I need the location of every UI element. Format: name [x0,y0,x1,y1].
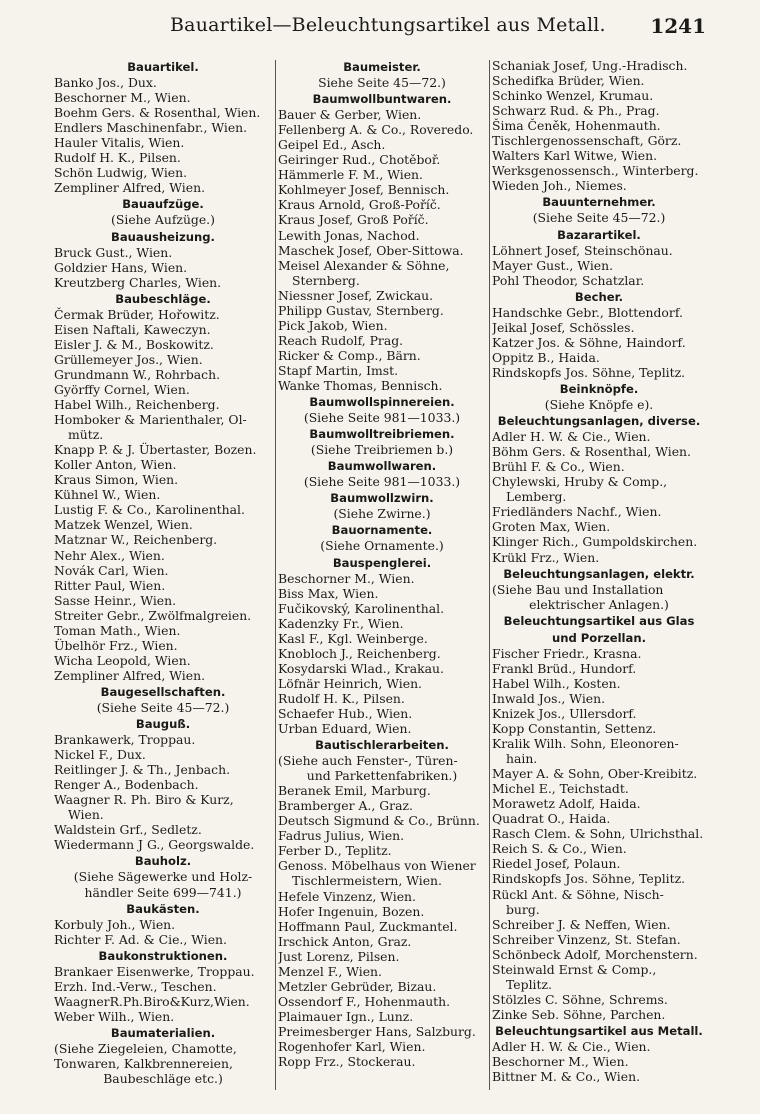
directory-entry: Čermak Brüder, Hořowitz. [54,306,220,322]
directory-entry: Schreiber J. & Neffen, Wien. [492,916,671,932]
directory-entry: Schönbeck Adolf, Morchenstern. [492,946,698,962]
directory-entry: Wiedermann J G., Georgswalde. [54,837,255,853]
directory-entry: Urban Eduard, Wien. [278,721,412,737]
directory-entry: Fischer Friedr., Krasna. [492,645,642,661]
directory-entry: Morawetz Adolf, Haida. [492,796,641,812]
category-heading: Beleuchtungsartikel aus Metall. [495,1023,703,1038]
directory-entry: Rudolf H. K., Pilsen. [54,150,181,166]
directory-entry: Preimesberger Hans, Salzburg. [278,1023,476,1039]
cross-reference: (Siehe Knöpfe e). [544,397,654,413]
directory-entry: Inwald Jos., Wien. [492,690,606,706]
directory-entry: Brankawerk, Troppau. [54,732,196,748]
category-heading: Beleuchtungsartikel aus Glas [503,613,695,628]
directory-entry: Endlers Maschinenfabr., Wien. [54,120,248,136]
directory-entry: Kohlmeyer Josef, Bennisch. [278,182,450,198]
directory-entry: Kasl F., Kgl. Weinberge. [278,630,428,646]
directory-entry: Bauer & Gerber, Wien. [278,107,422,123]
directory-entry: Katzer Jos. & Söhne, Haindorf. [492,334,686,350]
directory-entry: Metzler Gebrüder, Bizau. [278,978,437,994]
category-heading: Bauausheizung. [111,229,215,244]
entry-continuation: mütz. [68,427,104,443]
cross-reference: (Siehe Seite 45—72.) [532,210,666,226]
directory-entry: Ritter Paul, Wien. [54,577,166,593]
directory-entry: Irschick Anton, Graz. [278,933,412,949]
directory-entry: Just Lorenz, Pilsen. [278,948,400,964]
cross-reference: (Siehe Seite 981—1033.) [303,474,461,490]
directory-entry: Reitlinger J. & Th., Jenbach. [54,762,231,778]
directory-entry: Kosydarski Wlad., Krakau. [278,660,444,676]
entry-continuation: Sternberg. [292,272,360,288]
cross-reference: Baubeschläge etc.) [103,1071,223,1087]
category-heading: Baukonstruktionen. [98,948,228,963]
cross-reference: (Siehe Treibriemen b.) [310,442,454,458]
directory-entry: Böhm Gers. & Rosenthal, Wien. [492,444,691,460]
directory-entry: Schinko Wenzel, Krumau. [492,88,654,104]
cross-reference: (Siehe Seite 45—72.) [96,699,230,715]
directory-entry: Zempliner Alfred, Wien. [54,667,206,683]
directory-entry: (Siehe Ziegeleien, Chamotte, [54,1041,237,1056]
column-2 [278,58,486,1069]
directory-entry: Brankaer Eisenwerke, Troppau. [54,963,255,979]
directory-entry: (Siehe auch Fenster-, Türen- [278,753,458,769]
directory-entry: Stapf Martin, Imst. [278,362,399,378]
directory-entry: Sasse Heinr., Wien. [54,592,177,608]
directory-entry: Fellenberg A. & Co., Roveredo. [278,122,474,138]
category-heading: Baumwollwaren. [327,459,437,474]
directory-entry: Philipp Gustav, Sternberg. [278,302,444,318]
entry-continuation: hain. [506,751,538,767]
directory-entry: Matzek Wenzel, Wien. [54,517,193,533]
directory-entry: Novák Carl, Wien. [54,562,169,578]
directory-entry: Maschek Josef, Ober-Sittowa. [278,242,464,258]
column-1 [54,58,272,1086]
directory-entry: Kraus Josef, Groß Poříč. [278,212,429,228]
directory-entry: Richter F. Ad. & Cie., Wien. [54,931,227,947]
directory-entry: Nehr Alex., Wien. [54,547,165,563]
directory-entry: Erzh. Ind.-Verw., Teschen. [54,978,217,994]
directory-entry: Ossendorf F., Hohenmauth. [278,993,451,1009]
directory-entry: Zempliner Alfred, Wien. [54,180,206,196]
directory-entry: Šima Čeněk, Hohenmauth. [492,118,661,134]
directory-entry: Bittner M. & Co., Wien. [492,1069,641,1085]
category-heading: Bauartikel. [127,60,199,74]
directory-entry: Werksgenossensch., Winterberg. [492,163,699,179]
directory-entry: Brühl F. & Co., Wien. [492,459,625,475]
directory-entry: Pick Jakob, Wien. [278,317,388,333]
entry-continuation: Wien. [68,807,104,823]
entry-continuation: burg. [506,901,540,917]
directory-entry: Groten Max, Wien. [492,519,611,535]
directory-entry: Korbuly Joh., Wien. [54,916,176,932]
page-title: Bauartikel—Beleuchtungsartikel aus Metall. [170,14,606,36]
directory-entry: Handschke Gebr., Blottendorf. [492,304,683,320]
category-heading: Beleuchtungsanlagen, elektr. [503,566,695,581]
cross-reference: (Siehe Aufzüge.) [111,212,215,228]
directory-entry: Schreiber Vinzenz, St. Stefan. [492,931,681,947]
directory-entry: Beschorner M., Wien. [54,90,191,106]
directory-entry: Meisel Alexander & Söhne, [278,257,450,273]
cross-reference: (Siehe Ornamente.) [320,538,444,554]
directory-entry: Friedländers Nachf., Wien. [492,504,662,520]
directory-entry: Biss Max, Wien. [278,585,379,601]
directory-entry: (Siehe Bau und Installation [492,581,664,597]
directory-entry: Frankl Brüd., Hundorf. [492,660,637,676]
directory-entry: Löhnert Josef, Steinschönau. [492,242,673,258]
category-heading: Baumwollspinnereien. [309,395,455,410]
directory-entry: Rückl Ant. & Söhne, Nisch- [492,886,664,902]
directory-entry: Reach Rudolf, Prag. [278,332,404,348]
cross-reference: und Parkettenfabriken.) [306,768,458,784]
directory-entry: Wicha Leopold, Wien. [54,652,191,668]
directory-entry: Rogenhofer Karl, Wien. [278,1039,426,1054]
category-heading: Baubeschläge. [115,291,211,306]
directory-entry: Adler H. W. & Cie., Wien. [492,1039,651,1054]
column-rule [275,60,276,1090]
directory-entry: Wieden Joh., Niemes. [492,178,627,194]
directory-entry: Michel E., Teichstadt. [492,781,629,797]
page-number: 1241 [650,14,706,38]
running-header [0,14,760,42]
directory-entry: Beschorner M., Wien. [278,570,415,586]
directory-entry: Geipel Ed., Asch. [278,137,386,153]
directory-entry: Toman Math., Wien. [54,622,181,638]
directory-entry: Schaniak Josef, Ung.-Hradisch. [492,58,688,73]
category-heading: und Porzellan. [551,630,647,645]
directory-entry: Geiringer Rud., Chotěboř. [278,152,441,168]
category-heading: Baumaterialien. [110,1025,216,1040]
directory-entry: Grundmann W., Rohrbach. [54,366,221,382]
cross-reference: händler Seite 699—741.) [84,884,242,900]
cross-reference: Siehe Seite 45—72.) [318,75,446,91]
directory-entry: Kreutzberg Charles, Wien. [54,274,222,290]
directory-entry: Rasch Clem. & Sohn, Ulrichsthal. [492,826,704,842]
directory-entry: Kraus Simon, Wien. [54,472,179,488]
directory-entry: Kraus Arnold, Groß-Poříč. [278,197,441,213]
directory-entry: Eisen Naftali, Kaweczyn. [54,321,211,337]
directory-entry: Übelhör Frz., Wien. [54,637,178,653]
directory-entry: Nickel F., Dux. [54,747,146,763]
directory-entry: Quadrat O., Haida. [492,811,611,827]
directory-entry: Niessner Josef, Zwickau. [278,287,434,303]
category-heading: Bauguß. [135,717,191,732]
directory-entry: Beschorner M., Wien. [492,1054,629,1070]
directory-entry: Tischlergenossenschaft, Görz. [492,133,682,149]
directory-entry: Schaefer Hub., Wien. [278,705,413,721]
category-heading: Bauholz. [134,854,192,869]
directory-entry: Wanke Thomas, Bennisch. [278,377,443,393]
directory-entry: Zinke Seb. Söhne, Parchen. [492,1006,666,1022]
directory-entry: Knapp P. & J. Übertaster, Bozen. [54,442,257,458]
directory-entry: Schedifka Brüder, Wien. [492,73,645,89]
directory-entry: Ferber D., Teplitz. [278,843,392,859]
directory-entry: Grüllemeyer Jos., Wien. [54,351,203,367]
directory-entry: Jeikal Josef, Schössles. [492,319,635,335]
directory-entry: Eisler J. & M., Boskowitz. [54,336,214,352]
directory-entry: Fadrus Julius, Wien. [278,828,405,844]
category-heading: Beinknöpfe. [559,381,639,396]
cross-reference: (Siehe Zwirne.) [333,506,431,522]
directory-entry: Kadenzky Fr., Wien. [278,615,404,631]
directory-entry: Weber Wilh., Wien. [54,1008,175,1024]
directory-entry: Rindskopfs Jos. Söhne, Teplitz. [492,364,686,380]
column-rule [489,60,490,1090]
directory-entry: Fučikovský, Karolinenthal. [278,600,445,616]
directory-entry: Rudolf H. K., Pilsen. [278,690,405,706]
directory-entry: Genoss. Möbelhaus von Wiener [278,858,476,874]
category-heading: Baukästen. [126,901,200,916]
category-heading: Bauaufzüge. [122,197,204,212]
directory-entry: Hoffmann Paul, Zuckmantel. [278,918,458,934]
directory-entry: Ricker & Comp., Bärn. [278,347,421,363]
directory-entry: Stölzles C. Söhne, Schrems. [492,991,668,1007]
category-heading: Baumwollzwirn. [330,491,434,506]
directory-entry: Mayer Gust., Wien. [492,257,614,273]
directory-entry: Bramberger A., Graz. [278,798,413,814]
directory-entry: Deutsch Sigmund & Co., Brünn. [278,813,480,829]
category-heading: Beleuchtungsanlagen, diverse. [497,414,701,429]
directory-entry: Krükl Frz., Wien. [492,549,600,565]
column-3 [492,58,706,1084]
entry-continuation: Tischlermeistern, Wien. [292,873,442,889]
directory-entry: Walters Karl Witwe, Wien. [492,148,658,164]
directory-entry: Knobloch J., Reichenberg. [278,645,441,661]
directory-entry: Streiter Gebr., Zwölfmalgreien. [54,607,252,623]
category-heading: Baumwolltreibriemen. [309,427,455,442]
directory-entry: Waldstein Grf., Sedletz. [54,822,202,838]
category-heading: Baumwollbuntwaren. [312,92,452,107]
directory-entry: Kralik Wilh. Sohn, Eleonoren- [492,736,679,752]
directory-entry: Habel Wilh., Reichenberg. [54,397,220,413]
entry-continuation: Teplitz. [506,976,552,992]
directory-entry: Hefele Vinzenz, Wien. [278,888,416,904]
directory-entry: Beranek Emil, Marburg. [278,783,431,799]
directory-entry: Ropp Frz., Stockerau. [278,1054,416,1070]
category-heading: Bauornamente. [331,523,433,538]
directory-entry: Banko Jos., Dux. [54,75,157,91]
cross-reference: (Siehe Seite 981—1033.) [303,410,461,426]
directory-entry: Kopp Constantin, Settenz. [492,721,657,737]
directory-entry: Hofer Ingenuin, Bozen. [278,903,425,919]
directory-entry: Oppitz B., Haida. [492,349,600,365]
category-heading: Bazarartikel. [557,227,641,242]
directory-entry: Bruck Gust., Wien. [54,244,173,260]
directory-entry: Renger A., Bodenbach. [54,777,199,793]
directory-entry: Mayer A. & Sohn, Ober-Kreibitz. [492,766,698,782]
directory-entry: Menzel F., Wien. [278,963,382,979]
directory-entry: Plaimauer Ign., Lunz. [278,1008,414,1024]
category-heading: Baugesellschaften. [100,684,226,699]
directory-entry: Matznar W., Reichenberg. [54,532,218,548]
directory-entry: Györffy Cornel, Wien. [54,381,190,397]
directory-entry: Lustig F. & Co., Karolinenthal. [54,502,245,518]
category-heading: Bautischlerarbeiten. [315,738,449,753]
directory-entry: Kühnel W., Wien. [54,487,161,503]
category-heading: Baumeister. [343,60,421,74]
directory-entry: Hauler Vitalis, Wien. [54,135,185,151]
directory-entry: Lewith Jonas, Nachod. [278,227,420,243]
directory-entry: Homboker & Marienthaler, Ol- [54,412,247,428]
category-heading: Bauunternehmer. [542,195,656,210]
directory-entry: Schön Ludwig, Wien. [54,165,188,181]
directory-entry: Riedel Josef, Polaun. [492,856,621,872]
directory-entry: Goldzier Hans, Wien. [54,259,188,275]
cross-reference: elektrischer Anlagen.) [529,596,669,612]
category-heading: Becher. [574,289,624,304]
directory-entry: Reich S. & Co., Wien. [492,841,627,857]
directory-entry: Schwarz Rud. & Ph., Prag. [492,103,660,119]
directory-entry: Pohl Theodor, Schatzlar. [492,272,645,288]
entry-continuation: Lemberg. [506,489,567,505]
cross-reference: (Siehe Sägewerke und Holz- [73,869,253,885]
directory-entry: Habel Wilh., Kosten. [492,675,621,691]
directory-entry: Tonwaren, Kalkbrennereien, [54,1056,233,1072]
directory-entry: Hämmerle F. M., Wien. [278,167,423,183]
directory-entry: Chylewski, Hruby & Comp., [492,474,668,490]
directory-entry: Knizek Jos., Ullersdorf. [492,705,637,721]
directory-entry: Koller Anton, Wien. [54,457,177,473]
directory-entry: Rindskopfs Jos. Söhne, Teplitz. [492,871,686,887]
directory-entry: Boehm Gers. & Rosenthal, Wien. [54,105,261,121]
directory-entry: Klinger Rich., Gumpoldskirchen. [492,534,698,550]
directory-entry: Adler H. W. & Cie., Wien. [492,429,651,445]
directory-entry: Waagner R. Ph. Biro & Kurz, [54,792,234,808]
directory-entry: Steinwald Ernst & Comp., [492,961,657,977]
directory-entry: WaagnerR.Ph.Biro&Kurz,Wien. [54,993,250,1009]
directory-entry: Löfnär Heinrich, Wien. [278,675,422,691]
category-heading: Bauspenglerei. [332,555,432,570]
